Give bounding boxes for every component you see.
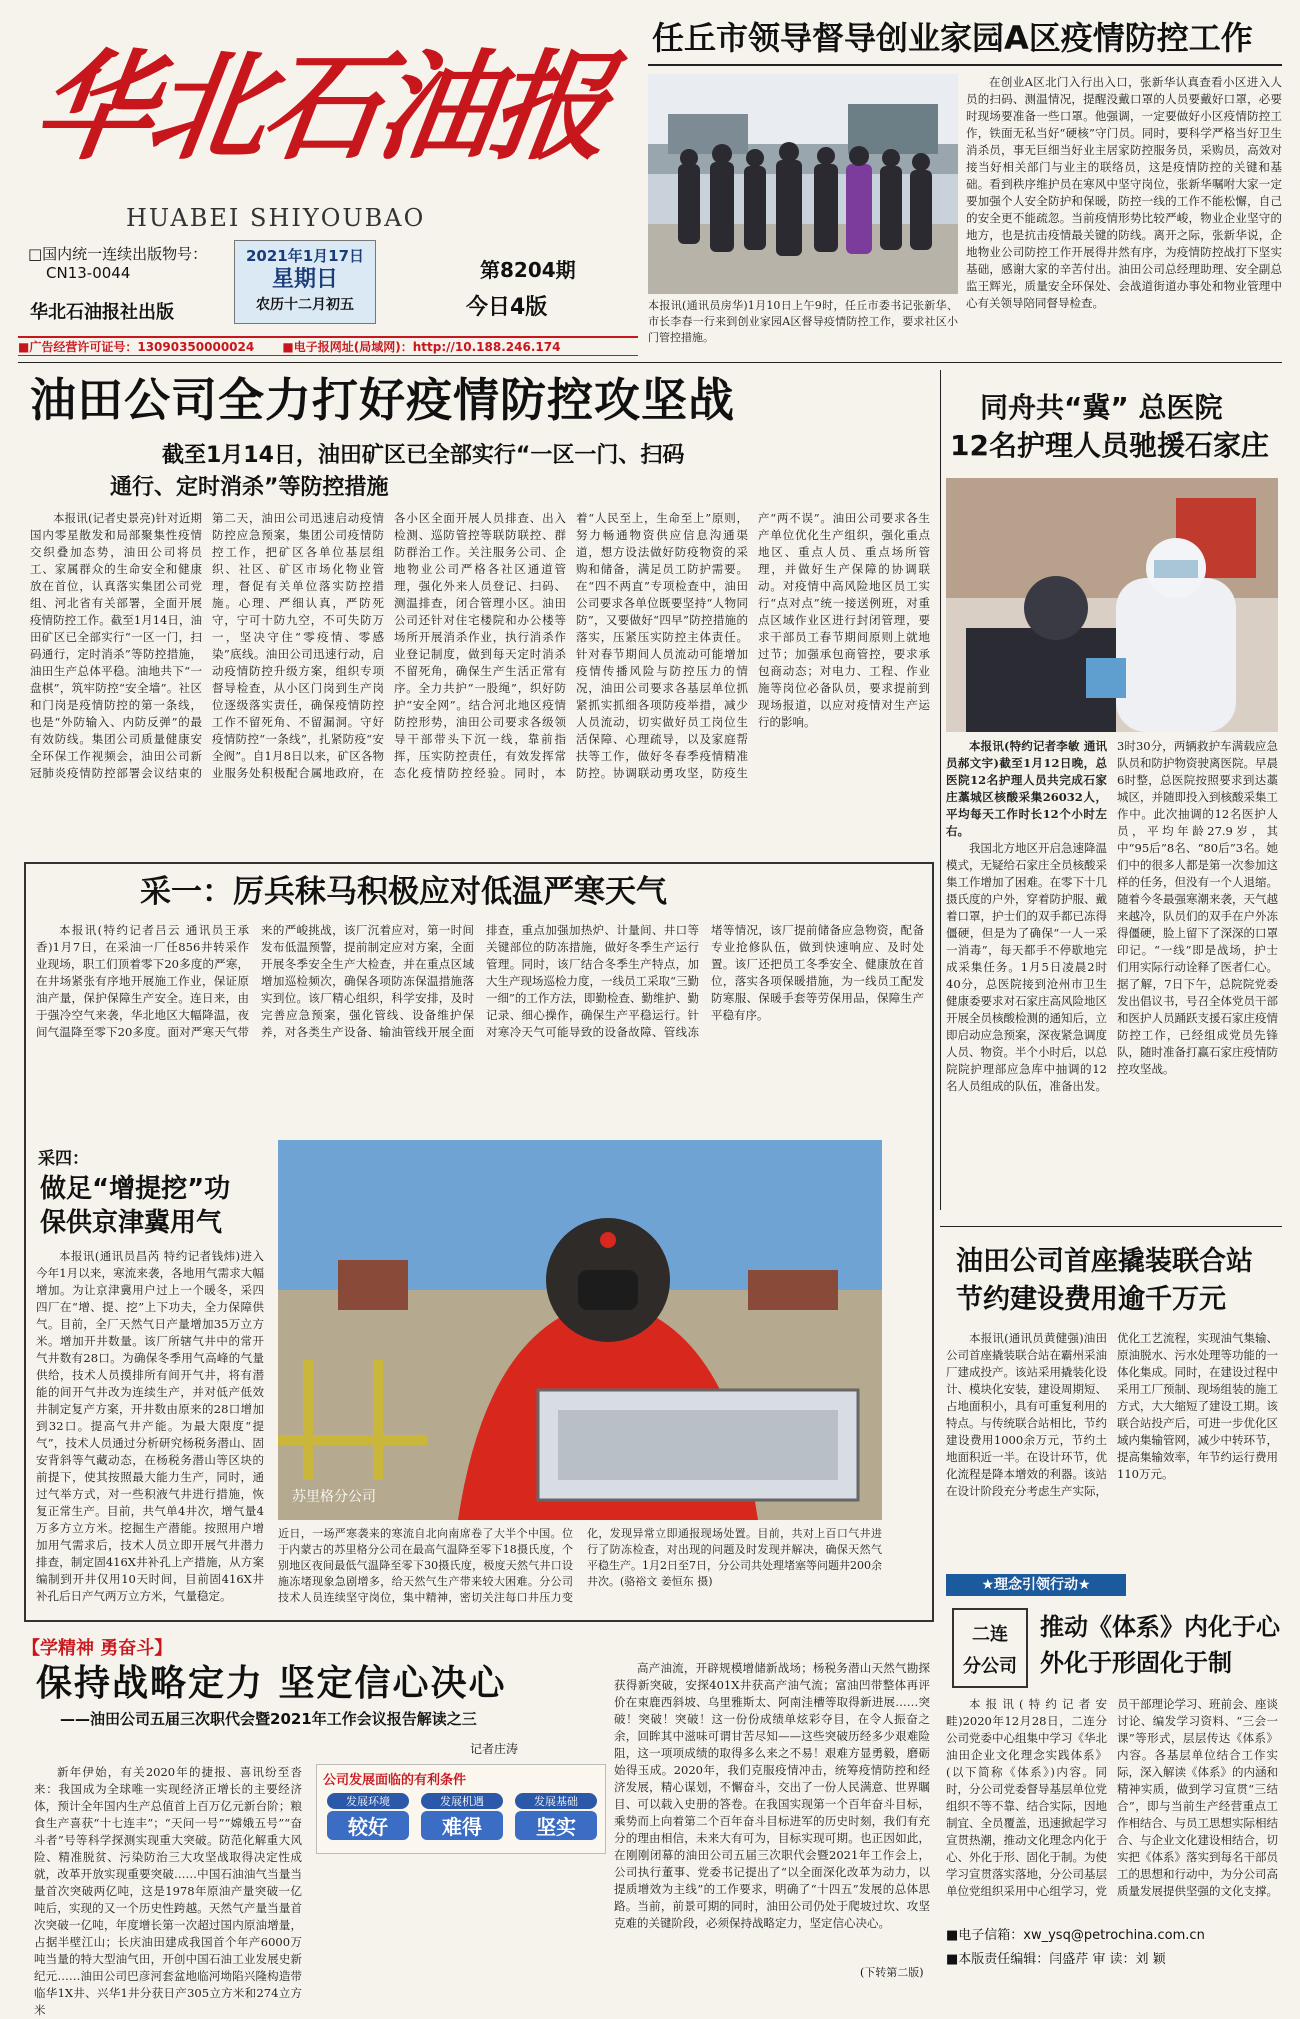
top-rule xyxy=(648,64,1282,66)
bottom-body-b xyxy=(614,1660,930,1960)
caisi-photo-label: 苏里格分公司 xyxy=(292,1489,376,1505)
caisi-photo-caption xyxy=(278,1526,882,1616)
issn-label: □国内统一连续出版物号： xyxy=(28,245,208,263)
nurse-caption: 本报讯(特约记者李敏 通讯员郝文宇)截至1月12日晚，总医院12名护理人员共完成石家庄藁城区核酸采集26032人，平均每天工作时长12个小时左右。 xyxy=(946,739,1107,838)
nurse-headline-2: 12名护理人员驰援石家庄 xyxy=(950,429,1269,462)
lead-headline: 油田公司全力打好疫情防控攻坚战 xyxy=(30,373,735,427)
caiyi-paragraph: 本报讯(特约记者吕云 通讯员王承香)1月7日，在采油一厂任856井转采作业现场，职工们顶着零下20多度的严寒，在井场紧张有序地开展施工作业，保证原油产量，保护保障生产安全。连日来，由于强冷空气来袭，华北地区大幅降温，夜间气温降至零下20多度。面对严寒天气带来的严峻挑战，该厂沉着应对，第一时间发布低温预警，提前制定应对方案，全面开展冬季安全生产大检查，并在重点区域增加巡检频次，确保各项防冻保温措施落实到位。该厂精心组织，科学安排，及时完善应急预案，强化管线、设备维护保养，对各类生产设备、输油管线开展全面排查，重点加强加热炉、计量间、井口等关键部位的防冻措施，做好冬季生产运行管理。同时，该厂结合冬季生产特点，加大生产现场巡检力度，一线员工采取“三勤一细”的工作方法，即勤检查、勤维护、勤记录、细心操作，确保生产平稳运行。针对寒冷天气可能导致的设备故障、管线冻堵等情况，该厂提前储备应急物资，配备专业抢修队伍，做到快速响应、及时处置。该厂还把员工冬季安全、健康放在首位，落实各项保暖措施，为一线员工配发防寒服、保暖手套等劳保用品，保障生产平稳有序。 xyxy=(36,923,924,1039)
issn-number: CN13-0044 xyxy=(46,264,131,282)
conditions-box-title: 公司发展面临的有利条件 xyxy=(323,1773,467,1788)
conditions-item-3-value: 坚实 xyxy=(515,1811,597,1840)
date-box xyxy=(234,240,376,324)
theory-paragraph: 本报讯(特约记者安畦)2020年12月28日，二连分公司党委中心组集中学习《华北油田企业文化理念实践体系》(以下简称《体系》)内容。同时，分公司党委督导基层单位党组织不等不靠、结合实际，因地制宜、全员覆盖，迅速掀起学习宣贯热潮，推动文化理念内化于心、外化于形、固化于制。为使学习宣贯落实落地，分公司基层单位党组织采用中心组学习，党员干部理论学习、班前会、座谈讨论、编发学习资料、“三会一课”等形式，层层传达《体系》内容。各基层单位结合工作实际，深入解读《体系》的内涵和精神实质，做到学习宣贯“三结合”，即与当前生产经营重点工作相结合、与员工思想实际相结合、与企业文化建设相结合，切实把《体系》落实到每名干部员工的思想和行动中，为分公司高质量发展提供坚强的文化支撑。 xyxy=(946,1697,1278,1898)
date-text: 2021年1月17日 xyxy=(245,247,365,265)
lead-story-body xyxy=(30,510,930,816)
nurse-story-body xyxy=(946,738,1278,1200)
bottom-body-a-cont xyxy=(316,1860,606,1976)
top-story-photo xyxy=(648,74,958,294)
top-story-body xyxy=(966,74,1282,344)
publisher: 华北石油报社出版 xyxy=(30,302,174,323)
ad-license: ■广告经营许可证号：13090350000024 xyxy=(18,340,255,354)
conditions-item-1 xyxy=(327,1793,409,1840)
bottom-tag: 【学精神 勇奋斗】 xyxy=(22,1638,173,1659)
top-story-headline: 任丘市领导督导创业家园A区疫情防控工作 xyxy=(652,19,1253,57)
caisi-headline-1: 做足“增提挖”功 xyxy=(40,1174,231,1204)
contact-email[interactable]: ■电子信箱：xw_ysq@petrochina.com.cn xyxy=(946,1928,1205,1943)
conditions-item-1-value: 较好 xyxy=(327,1811,409,1840)
nurse-swab-photo xyxy=(946,478,1278,732)
lead-subhead-2: 通行、定时消杀”等防控措施 xyxy=(110,475,389,500)
lead-subhead-1: 截至1月14日，油田矿区已全部实行“一区一门、扫码 xyxy=(162,443,685,468)
theory-unit-2: 分公司 xyxy=(963,1656,1017,1677)
caisi-label: 采四： xyxy=(38,1149,89,1169)
lead-story-paragraph: 本报讯(记者史景亮)针对近期国内零星散发和局部聚集性疫情交织叠加态势，油田公司将员工、家属群众的生命安全和健康放在首位，认真落实集团公司党组、河北省有关部署，全面开展疫情防控工作。截至1月14日，油田矿区已全部实行“一区一门，扫码通行，定时消杀”等防控措施，油田生产总体平稳。油地共下“一盘棋”，筑牢防控“安全墙”。社区和门岗是疫情防控的第一条线，也是“外防输入、内防反弹”的最有效防线。集团公司质量健康安全环保工作视频会，油田公司新冠肺炎疫情防控部署会议结束的第二天，油田公司迅速启动疫情防控应急预案，集团公司疫情防控工作，把矿区各单位基层组织、社区、矿区市场化物业管理，督促有关单位落实防控措施。心理、严细认真，严防死守，宁可十防九空，不可失防万一，坚决守住“零疫情、零感染”底线。油田公司迅速行动，启动疫情防控升级方案，组织专项督导检查，从小区门岗到生产岗位逐级落实责任，确保疫情防控工作不留死角、不留漏洞。守好疫情防控“一条线”，扎紧防疫“安全阀”。自1月8日以来，矿区各物业服务处积极配合属地政府，在各小区全面开展人员排查、出入检测、巡防管控等联防联控、群防群治工作。关注服务公司、企地物业公司严格各社区通道管理，强化外来人员登记、扫码、测温排查，闭合管理小区。油田公司还针对住宅楼院和办公楼等场所开展消杀作业，执行消杀作业登记制度，做到每天定时消杀不留死角，确保生产生活正常有序。全力共护“一股绳”，织好防护“安全网”。结合河北地区疫情防控形势，油田公司要求各级领导干部带头下沉一线，靠前指挥，压实防控责任，有效发挥常态化疫情防控经验。同时，本着“人民至上，生命至上”原则，努力畅通物资供应信息沟通渠道，想方设法做好防疫物资的采购和储备，满足员工防护需要。在“四不两直”专项检查中，油田公司要求各单位既要坚持“人物同防”，又要做好“四早”防控措施的落实，压紧压实防控主体责任。针对春节期间人员流动可能增加疫情传播风险与防控压力的情况，油田公司要求各基层单位抓紧抓实抓细各项防疫举措，减少人员流动，切实做好员工岗位生活保障、心理疏导，以及家庭帮扶等工作，做好冬春季疫情精准防控。协调联动勇攻坚，防疫生产“两不误”。油田公司要求各生产单位优化生产组织，强化重点地区、重点人员、重点场所管理，并做好生产保障的协调联动。对疫情中高风险地区员工实行“点对点”统一接送例班，对重点区域作业区进行封闭管理，要求干部员工春节期间原则上就地过节；加强承包商管控，要求承包商动态；对电力、工程、作业施等岗位必备队员，要求提前到现场报道，以应对疫情对生产运行的影响。 xyxy=(30,511,930,780)
bottom-byline: 记者庄涛 xyxy=(470,1742,519,1756)
bottom-paragraph-b: 高产油流，开辟规模增储新战场；杨税务潜山天然气勘探获得新突破，安探401X井获高产油气流；富油凹带整体再评价在束鹿西斜坡、乌里雅斯太、阿南洼槽等取得新进展……突破！突破！突破！这一份份成绩单炫彩夺目，在令人振奋之余，回眸其中滋味可谓甘苦尽知——这些突破历经多少艰难险阻，这一项项成绩的取得多么来之不易！艰难方显勇毅，磨砺始得玉成。2020年，我们克服疫情冲击，统筹疫情防控和经济发展，精心谋划，不懈奋斗，交出了一份人民满意、世界瞩目、可以载入史册的答卷。在我国实现第一个百年奋斗目标，乘势而上向着第二个百年奋斗目标进军的历史时刻，我们有充分的理由相信，未来大有可为，目标实现可期。也正因如此，在刚刚闭幕的油田公司五届三次职代会暨2021年工作会上，公司执行董事、党委书记提出了“以全面深化改革为动力，以提质增效为主线”的工作要求，明确了“十四五”发展的总体思路。当前，前景可期的同时，油田公司仍处于爬坡过坎、攻坚克难的关键阶段，必须保持战略定力，坚定信心决心。 xyxy=(614,1661,930,1930)
license-bar xyxy=(18,336,638,356)
caiyi-body xyxy=(36,922,924,1136)
issue-number: 第8204期 xyxy=(480,258,576,282)
lunar-text: 农历十二月初五 xyxy=(256,297,354,313)
weekday-text: 星期日 xyxy=(271,267,338,292)
conditions-item-1-label: 发展环境 xyxy=(327,1793,409,1809)
huiyan-body xyxy=(946,1330,1278,1564)
conditions-item-3-label: 发展基础 xyxy=(515,1793,597,1809)
newspaper-logo: 华北石油报 xyxy=(26,38,616,176)
nurse-photo xyxy=(946,478,1278,732)
officials-inspection-photo xyxy=(648,74,958,294)
theory-unit-box xyxy=(952,1608,1028,1688)
theory-headline-2: 外化于形固化于制 xyxy=(1040,1649,1232,1677)
conditions-item-2-value: 难得 xyxy=(421,1811,503,1840)
huiyan-headline-1: 油田公司首座撬装联合站 xyxy=(956,1246,1253,1277)
page-count: 今日4版 xyxy=(466,295,548,320)
bottom-paragraph-a: 新年伊始，有关2020年的捷报、喜讯纷至沓来：我国成为全球唯一实现经济正增长的主要经济体，预计全年国内生产总值首上百万亿元新台阶；粮食生产喜获“十七连丰”；“天问一号”“嫦娥五号”“奋斗者”号等科学探测实现重大突破。防范化解重大风险、精准脱贫、污染防治三大攻坚战取得决定性成就，改革开放实现重要突破……中国石油油气当量当量首次突破两亿吨，这是1978年原油产量突破一亿吨后，实现的又一个历史性跨越。天然气产量当量首次突破一亿吨，年度增长第一次超过国内原油增量，占据半壁江山；长庆油田建成我国首个年产6000万吨当量的特大型油气田，开创中国石油工业发展史新纪元……油田公司巴彦河套盆地临河坳陷兴隆构造带临华1X井、兴华1井分获日产305立方米和274立方米 xyxy=(34,1765,302,2017)
bottom-subhead: ——油田公司五届三次职代会暨2021年工作会议报告解读之三 xyxy=(60,1710,477,1728)
huiyan-paragraph: 本报讯(通讯员黄健强)油田公司首座撬装联合站在霸州采油厂建成投产。该站采用撬装化设计、模块化安装，建设周期短、占地面积小，具有可重复利用的特点。与传统联合站相比，节约建设费用1000余万元，节约土地面积近一半。在设计环节，优化流程是降本增效的利器。该站在设计阶段充分考虑生产实际，优化工艺流程，实现油气集输、原油脱水、污水处理等功能的一体化集成。同时，在建设过程中采用工厂预制、现场组装的施工方式，大大缩短了建设工期。该联合站投产后，可进一步优化区域内集输管网，减少中转环节，提高集输效率，年节约运行费用110万元。 xyxy=(946,1331,1278,1498)
theory-unit-1: 二连 xyxy=(972,1624,1008,1645)
conditions-item-2 xyxy=(421,1793,503,1840)
huiyan-headline-2: 节约建设费用逾千万元 xyxy=(956,1284,1226,1315)
nurse-headline-1: 同舟共“冀” 总医院 xyxy=(980,391,1223,424)
conditions-item-2-label: 发展机遇 xyxy=(421,1793,503,1809)
conditions-item-3 xyxy=(515,1793,597,1840)
caisi-photo xyxy=(278,1140,882,1520)
caisi-body xyxy=(36,1248,264,1614)
right-column-divider xyxy=(940,370,941,1210)
theory-tag: ★理念引领行动★ xyxy=(946,1574,1126,1596)
top-story-paragraph: 在创业A区北门入行出入口，张新华认真查看小区进入人员的扫码、测温情况，提醒没戴口罩的人员要戴好口罩，必要时现场要准备一些口罩。他强调，一定要做好小区疫情防控工作，铁面无私当好“硬核”守门员。同时，要科学严格当好卫生消杀员，事无巨细当好业主居家防控服务员，采购员，高效对接当好相关部门与业主的联络员，这是疫情防控的关键和基础。看到秩序维护员在寒风中坚守岗位，张新华嘱咐大家一定要加强个人安全防护和保暖，防控一线的工作不能松懈，自己的安全更不能疏忽。当前疫情形势比较严峻，物业企业坚守的地方，也是抗击疫情最关键的防线。离开之际，张新华说，企地物业公司防控工作开展得井然有序，为疫情防控战打下坚实基础，感谢大家的辛苦付出。油田公司总经理助理、安全副总监王辉光，质量安全环保处、会战道街道办事处和物业管理中心有关领导陪同督导检查。 xyxy=(966,75,1282,310)
caisi-headline-2: 保供京津冀用气 xyxy=(40,1208,223,1238)
conditions-box xyxy=(316,1764,606,1854)
editor-line: ■本版责任编辑：闫盛芹 审 读：刘 颖 xyxy=(946,1952,1166,1967)
theory-body xyxy=(946,1696,1278,1908)
bottom-headline: 保持战略定力 坚定信心决心 xyxy=(36,1663,507,1704)
logo-pinyin: HUABEI SHIYOUBAO xyxy=(126,204,426,232)
website-link[interactable]: ■电子报网址(局域网)：http://10.188.246.174 xyxy=(282,340,561,354)
caiyi-headline: 采一：厉兵秣马积极应对低温严寒天气 xyxy=(140,874,667,910)
nurse-paragraph: 我国北方地区开启急速降温模式，无疑给石家庄全员核酸采集工作增加了困难。在零下十几摄氏度的户外，穿着防护服、戴着口罩，护士们的双手都已冻得僵硬，但是为了确保“一人一采一消毒”，每天都手不停歇地完成采集任务。1月5日凌晨2时40分，总医院接到沧州市卫生健康委要求对石家庄高风险地区开展全员核酸检测的通知后，立即启动应急预案，深夜紧急调度人员、物资。半个小时后，以总院院护理部应急库中抽调的12名人员组成的队伍，准备出发。3时30分，两辆救护车满载应急队员和防护物资驶离医院。早晨6时整，总医院按照要求到达藁城区，并随即投入到核酸采集工作中。此次抽调的12名医护人员，平均年龄27.9岁，其中“95后”8名、“80后”3名。她们中的很多人都是第一次参加这样的任务，但没有一个人退缩。随着今冬最强寒潮来袭，天气越来越冷，队员们的双手在户外冻得僵硬，脸上留下了深深的口罩印记。“一线”即是战场，护士们用实际行动诠释了医者仁心。据了解，7日下午，总院院党委发出倡议书，号召全体党员干部和医护人员踊跃支援石家庄疫情防控工作，已经组成党员先锋队，随时准备打赢石家庄疫情防控攻坚战。 xyxy=(946,739,1278,1093)
theory-headline-1: 推动《体系》内化于心 xyxy=(1040,1613,1280,1641)
bottom-body-a-left xyxy=(34,1764,302,2017)
issn-block xyxy=(28,243,238,282)
caisi-paragraph: 本报讯(通讯员昌芮 特约记者钱炜)进入今年1月以来，寒流来袭，各地用气需求大幅增加。为让京津冀用户过上一个暖冬，采四四厂在“增、提、挖”上下功夫，全力保障供气。目前，全厂天然气日产量增加35万立方米。增加开井数量。该厂所辖气井中的常开气井数有28口。为确保冬季用气高峰的气量供给，技术人员摸排所有间开气井，将有潜能的间开气井改为连续生产，并对低产低效井制定复产方案，开井数由原来的28口增加到32口。提高气井产能。为最大限度“提气”，技术人员通过分析研究杨税务潜山、固安背斜等气藏动态，在杨税务潜山等区块的前提下，使其按照最大能力生产，同时，通过气举方式，对一些积液气井进行措施，恢复正常生产。目前，共气单4井次，增气量4万多方立方米。挖掘生产潜能。按照用户增加用气需求后，技术人员立即开展气井潜力排查，制定固416X井补孔上产措施，从方案编制到开井仅用10天时间，目前固416X井补孔后日产气两万立方米，气量稳定。 xyxy=(36,1249,264,1603)
gas-worker-photo xyxy=(278,1140,882,1520)
top-story-caption: 本报讯(通讯员房华)1月10日上午9时，任丘市委书记张新华、市长李春一行来到创业家园A区督导疫情防控工作，要求社区小门管控措施。 xyxy=(648,299,958,344)
continue-note: (下转第二版) xyxy=(860,1966,924,1979)
right-mid-rule xyxy=(940,1226,1282,1227)
header-divider xyxy=(18,362,1282,363)
caisi-photo-caption-text: 近日，一场严寒袭来的寒流自北向南席卷了大半个中国。位于内蒙古的苏里格分公司在最高气温降至零下18摄氏度，个别地区夜间最低气温降至零下30摄氏度，极度天然气井口设施冻堵现象急剧增多，给天然气生产带来较大困难。分公司技术人员连续坚守岗位，集中精神，密切关注每口井压力变化，发现异常立即通报现场处置。目前，共对上百口气井进行了防冻检查，对出现的问题及时发现并解决，确保天然气平稳生产。1月2日至7日，分公司共处理堵塞等问题井200余井次。(骆裕文 姜恒东 摄) xyxy=(278,1527,882,1604)
